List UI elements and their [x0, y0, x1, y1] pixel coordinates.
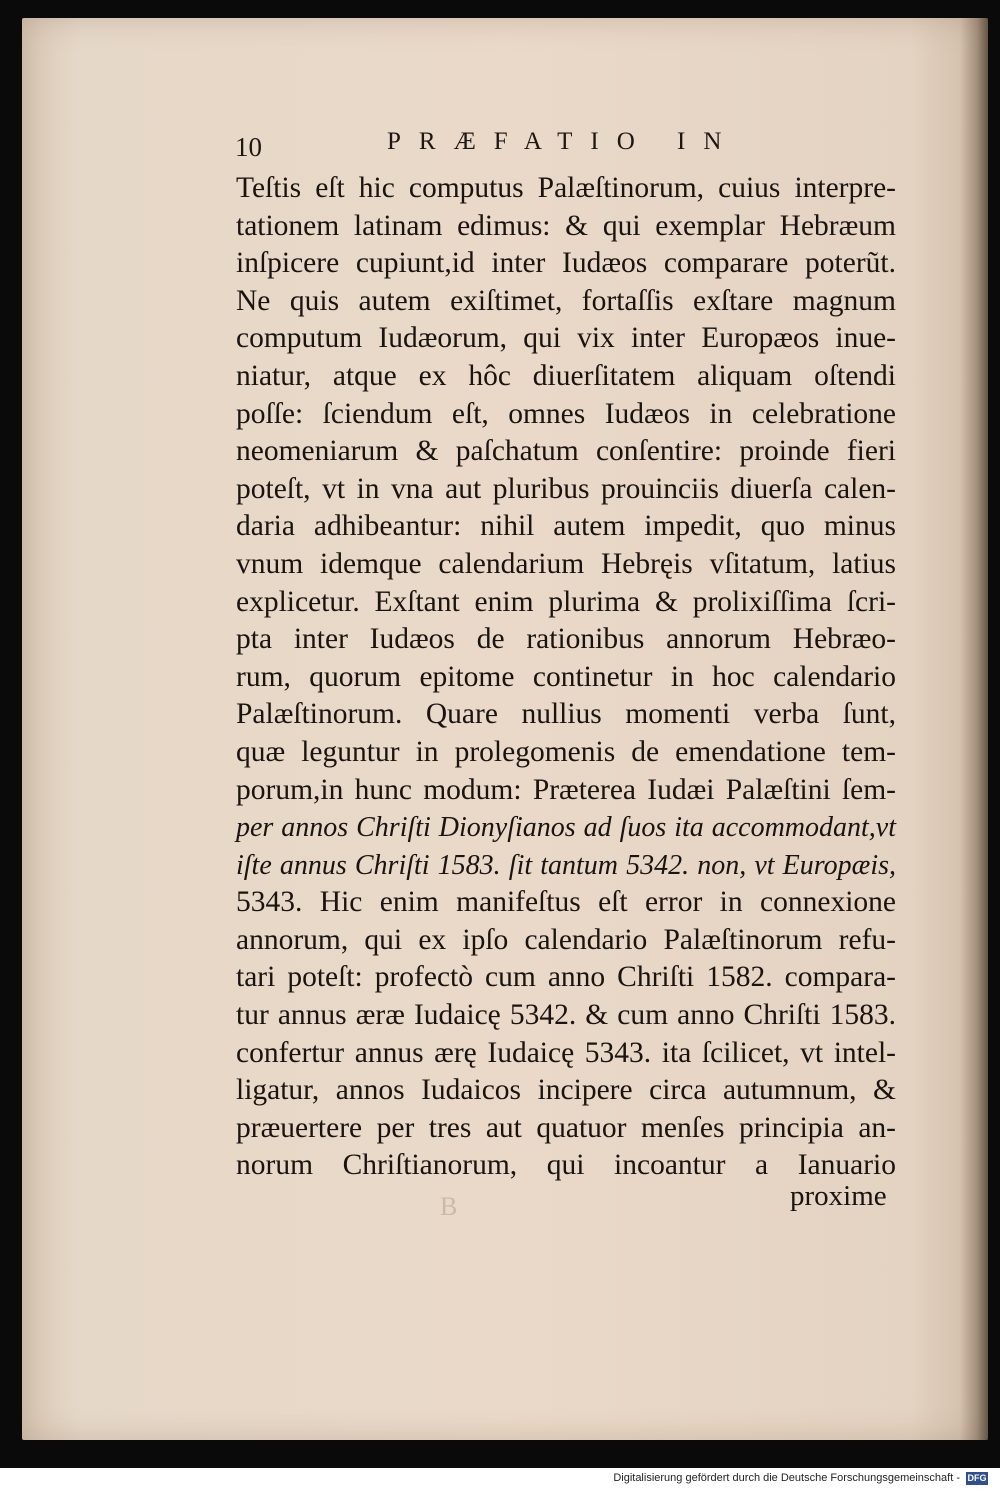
text-line: ligatur, annos Iudaicos incipere circa autumnum, & — [236, 1074, 896, 1107]
catchword: proxime — [790, 1180, 887, 1212]
text-line: computum Iudæorum, qui vix inter Europæos inue- — [236, 322, 896, 355]
signature-mark: B — [440, 1192, 458, 1221]
text-line: tari poteſt: profectò cum anno Chriſti 1582. compara- — [236, 961, 896, 994]
page-header — [235, 128, 885, 164]
text-line: niatur, atque ex hôc diuerſitatem aliquam oſtendi — [236, 359, 896, 392]
text-line: inſpicere cupiunt,id inter Iudæos comparare poterũt. — [236, 247, 896, 280]
text-line: per annos Chriſti Dionyſianos ad ſuos ita accommodant,vt — [236, 812, 896, 844]
text-line: pta inter Iudæos de rationibus annorum Hebræo- — [236, 623, 896, 656]
text-line: præuertere per tres aut quatuor menſes principia an- — [236, 1111, 896, 1144]
page-edge-shadow — [960, 18, 988, 1440]
text-line: rum, quorum epitome continetur in hoc calendario — [236, 660, 896, 693]
text-line: annorum, qui ex ipſo calendario Palæſtinorum refu- — [236, 923, 896, 956]
text-line: Teſtis eſt hic computus Palæſtinorum, cuius interpre- — [236, 172, 896, 204]
funding-credit: Digitalisierung gefördert durch die Deutsche Forschungsgemeinschaft - — [613, 1472, 960, 1484]
running-title: PRÆFATIO IN — [387, 128, 740, 155]
text-line: tationem latinam edimus: & qui exemplar Hebræum — [236, 209, 896, 242]
text-line: poſſe: ſciendum eſt, omnes Iudæos in celebratione — [236, 397, 896, 430]
text-line: 5343. Hic enim manifeſtus eſt error in connexione — [236, 886, 896, 919]
text-line: daria adhibeantur: nihil autem impedit, quo minus — [236, 510, 896, 543]
body-text — [236, 170, 896, 1185]
text-line: confertur annus ærę Iudaicę 5343. ita ſcilicet, vt intel- — [236, 1036, 896, 1069]
footer-bar — [0, 1468, 1000, 1490]
text-line: poteſt, vt in vna aut pluribus prouinciis diuerſa calen- — [236, 472, 896, 505]
dfg-logo: DFG — [967, 1473, 987, 1483]
text-line: vnum idemque calendarium Hebręis vſitatum, latius — [236, 547, 896, 580]
text-line: quæ leguntur in prolegomenis de emendatione tem- — [236, 735, 896, 768]
text-line: iſte annus Chriſti 1583. ſit tantum 5342. non, vt Europæis, — [236, 849, 896, 881]
text-line: norum Chriſtianorum, qui incoantur a Ianuario — [236, 1149, 896, 1182]
text-line: Palæſtinorum. Quare nullius momenti verba ſunt, — [236, 698, 896, 731]
text-line: tur annus æræ Iudaicę 5342. & cum anno Chriſti 1583. — [236, 999, 896, 1032]
text-line: Ne quis autem exiſtimet, fortaſſis exſtare magnum — [236, 284, 896, 317]
text-line: porum,in hunc modum: Præterea Iudæi Palæſtini ſem- — [236, 773, 896, 806]
text-line: explicetur. Exſtant enim plurima & prolixiſſima ſcri- — [236, 585, 896, 618]
page-number: 10 — [235, 132, 262, 162]
text-line: neomeniarum & paſchatum conſentire: proinde fieri — [236, 435, 896, 468]
